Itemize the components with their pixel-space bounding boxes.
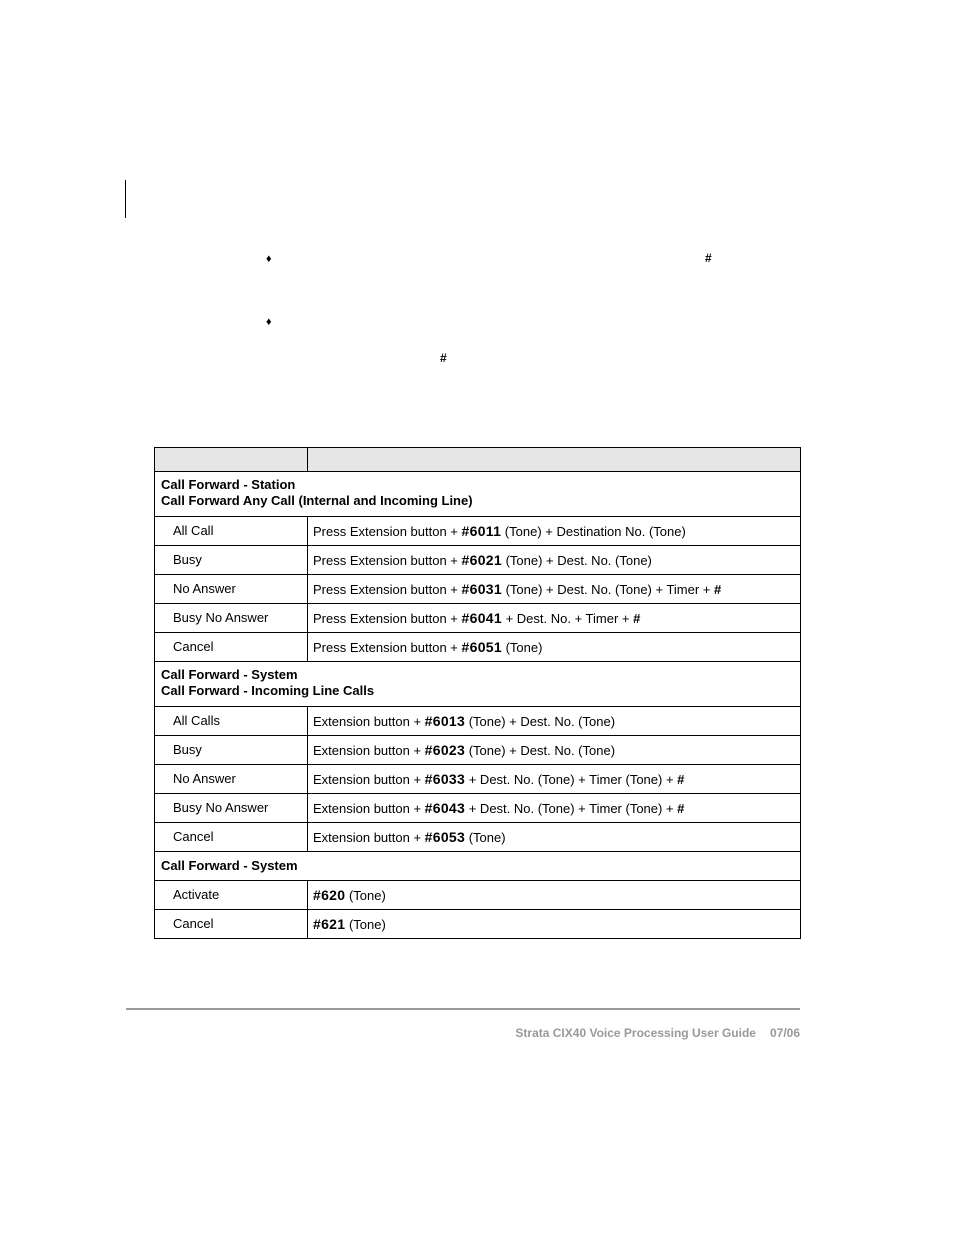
section-title: [155, 852, 801, 881]
row-label: No Answer: [155, 765, 308, 794]
feature-code: #6053: [424, 828, 466, 845]
row-procedure: Extension button + #6053 (Tone): [308, 823, 801, 852]
footer-date: 07/06: [769, 1026, 800, 1040]
table-row: [155, 823, 801, 852]
row-label: Busy: [155, 736, 308, 765]
row-label: All Calls: [155, 707, 308, 736]
hash-key-icon: #: [705, 251, 712, 265]
table-row: [155, 765, 801, 794]
row-procedure: Press Extension button + #6051 (Tone): [308, 633, 801, 662]
section-title-line: Call Forward - System: [161, 667, 298, 682]
row-label: Cancel: [155, 910, 308, 939]
feature-code: #6021: [461, 551, 502, 568]
table-row: [155, 881, 801, 910]
page-footer: [515, 1026, 800, 1040]
feature-code: #6051: [461, 638, 502, 655]
feature-code: #6043: [424, 799, 466, 816]
row-procedure: Extension button + #6023 (Tone) + Dest. No. (Tone): [308, 736, 801, 765]
table-row: [155, 546, 801, 575]
section-row: [155, 472, 801, 517]
hash-key-icon: #: [440, 351, 447, 365]
row-label: All Call: [155, 517, 308, 546]
row-procedure: Extension button + #6043 + Dest. No. (Tone) + Timer (Tone) + #: [308, 794, 801, 823]
feature-code: #6011: [461, 522, 502, 539]
footer-title: Strata CIX40 Voice Processing User Guide: [515, 1026, 756, 1040]
row-label: Activate: [155, 881, 308, 910]
row-procedure: #621 (Tone): [308, 910, 801, 939]
bullet-diamond-icon: ♦: [266, 253, 272, 265]
feature-code: #6031: [461, 580, 502, 597]
row-procedure: Extension button + #6033 + Dest. No. (Tone) + Timer (Tone) + #: [308, 765, 801, 794]
section-title-line: Call Forward - Incoming Line Calls: [161, 683, 375, 698]
table-row: [155, 633, 801, 662]
table-header-row: [155, 448, 801, 472]
section-title-line: Call Forward - Station: [161, 477, 296, 492]
table-row: [155, 707, 801, 736]
section-title: [155, 662, 801, 707]
header-cell: [155, 448, 308, 472]
row-label: No Answer: [155, 575, 308, 604]
row-label: Busy No Answer: [155, 604, 308, 633]
feature-code: #6041: [461, 609, 502, 626]
row-label: Busy: [155, 546, 308, 575]
bullet-diamond-icon: ♦: [266, 316, 272, 328]
change-bar: [125, 180, 126, 218]
header-cell: [308, 448, 801, 472]
section-title: [155, 472, 801, 517]
feature-code: #621: [313, 915, 346, 932]
table-row: [155, 604, 801, 633]
table-row: [155, 736, 801, 765]
table-row: [155, 517, 801, 546]
feature-code: #6013: [424, 712, 466, 729]
row-procedure: Press Extension button + #6011 (Tone) + Destination No. (Tone): [308, 517, 801, 546]
row-procedure: Extension button + #6013 (Tone) + Dest. No. (Tone): [308, 707, 801, 736]
row-procedure: Press Extension button + #6021 (Tone) + Dest. No. (Tone): [308, 546, 801, 575]
section-title-line: Call Forward - System: [161, 858, 298, 873]
feature-code: #6023: [424, 741, 466, 758]
section-row: [155, 852, 801, 881]
footer-rule: [126, 1008, 800, 1010]
table-row: [155, 794, 801, 823]
row-label: Cancel: [155, 633, 308, 662]
table-row: [155, 575, 801, 604]
feature-code-table: [154, 447, 801, 939]
row-procedure: Press Extension button + #6031 (Tone) + Dest. No. (Tone) + Timer + #: [308, 575, 801, 604]
row-label: Busy No Answer: [155, 794, 308, 823]
row-label: Cancel: [155, 823, 308, 852]
table-row: [155, 910, 801, 939]
feature-code: #6033: [424, 770, 466, 787]
feature-code: #620: [313, 886, 346, 903]
section-title-line: Call Forward Any Call (Internal and Incoming Line): [161, 493, 473, 508]
section-row: [155, 662, 801, 707]
row-procedure: Press Extension button + #6041 + Dest. No. + Timer + #: [308, 604, 801, 633]
row-procedure: #620 (Tone): [308, 881, 801, 910]
